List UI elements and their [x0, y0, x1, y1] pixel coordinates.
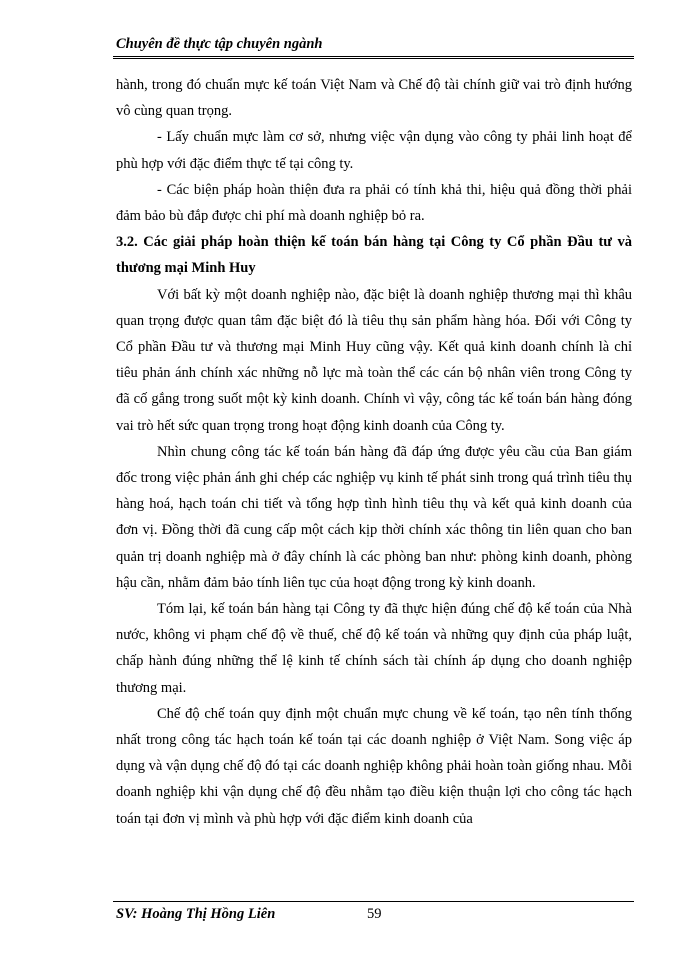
bullet-paragraph: - Lấy chuẩn mực làm cơ sở, nhưng việc vận dụng vào công ty phải linh hoạt để phù hợp với đặc điểm thực tế tại công ty.: [116, 129, 632, 172]
footer-divider: [113, 901, 634, 902]
paragraph: Tóm lại, kế toán bán hàng tại Công ty đã thực hiện đúng chế độ kế toán của Nhà nước, không vi phạm chế độ về thuế, chế độ kế toán và những quy định của pháp luật, chấp hành đúng những thể lệ kinh tế chính sách tài chính áp dụng cho doanh nghiệp thương mại.: [116, 601, 632, 696]
paragraph-continuation: hành, trong đó chuẩn mực kế toán Việt Nam và Chế độ tài chính giữ vai trò định hướng vô cùng quan trọng.: [116, 77, 632, 120]
header-title: Chuyên đề thực tập chuyên ngành: [116, 36, 323, 52]
paragraph: Chế độ chế toán quy định một chuẩn mực chung về kế toán, tạo nên tính thống nhất trong công tác hạch toán kế toán tại các doanh nghiệp ở Việt Nam. Song việc áp dụng và vận dụng chế độ đó tại các doanh nghiệp không phải hoàn toàn giống nhau. Mỗi doanh nghiệp khi vận dụng chế độ đều nhằm tạo điều kiện thuận lợi cho công tác hạch toán tại đơn vị mình và phù hợp với đặc điểm kinh doanh của: [116, 705, 632, 827]
section-heading: 3.2. Các giải pháp hoàn thiện kế toán bán hàng tại Công ty Cổ phần Đầu tư và thương mại Minh Huy: [116, 234, 632, 277]
paragraph: Với bất kỳ một doanh nghiệp nào, đặc biệt là doanh nghiệp thương mại thì khâu quan trọng được quan tâm đặc biệt đó là tiêu thụ sản phẩm hàng hóa. Đối với Công ty Cổ phần Đầu tư và thương mại Minh Huy cũng vậy. Kết quả kinh doanh chính là chỉ tiêu phản ánh chính xác những nỗ lực mà toàn thể các cán bộ nhân viên trong Công ty đã cố gắng trong suốt một kỳ kinh doanh. Chính vì vậy, công tác kế toán bán hàng đóng vai trò hết sức quan trọng trong hoạt động kinh doanh của Công ty.: [116, 286, 632, 434]
header-divider: [113, 56, 634, 59]
bullet-paragraph: - Các biện pháp hoàn thiện đưa ra phải có tính khả thi, hiệu quả đồng thời phải đảm bảo bù đắp được chi phí mà doanh nghiệp bỏ ra.: [116, 181, 632, 225]
body-text: [116, 72, 632, 832]
page-number: 59: [367, 906, 382, 922]
paragraph: Nhìn chung công tác kế toán bán hàng đã đáp ứng được yêu cầu của Ban giám đốc trong việc phản ánh ghi chép các nghiệp vụ kinh tế phát sinh trong quá trình tiêu thụ hàng hoá, hạch toán chi tiết và tổng hợp tình hình tiêu thụ và kết quả kinh doanh của đơn vị. Đồng thời đã cung cấp một cách kịp thời chính xác thông tin liên quan cho ban quản trị doanh nghiệp mà ở đây chính là các phòng ban như: phòng kinh doanh, phòng hậu cần, nhằm đảm bảo tính liên tục của hoạt động trong kỳ kinh doanh.: [116, 443, 632, 591]
footer-author: SV: Hoàng Thị Hồng Liên: [116, 906, 276, 922]
